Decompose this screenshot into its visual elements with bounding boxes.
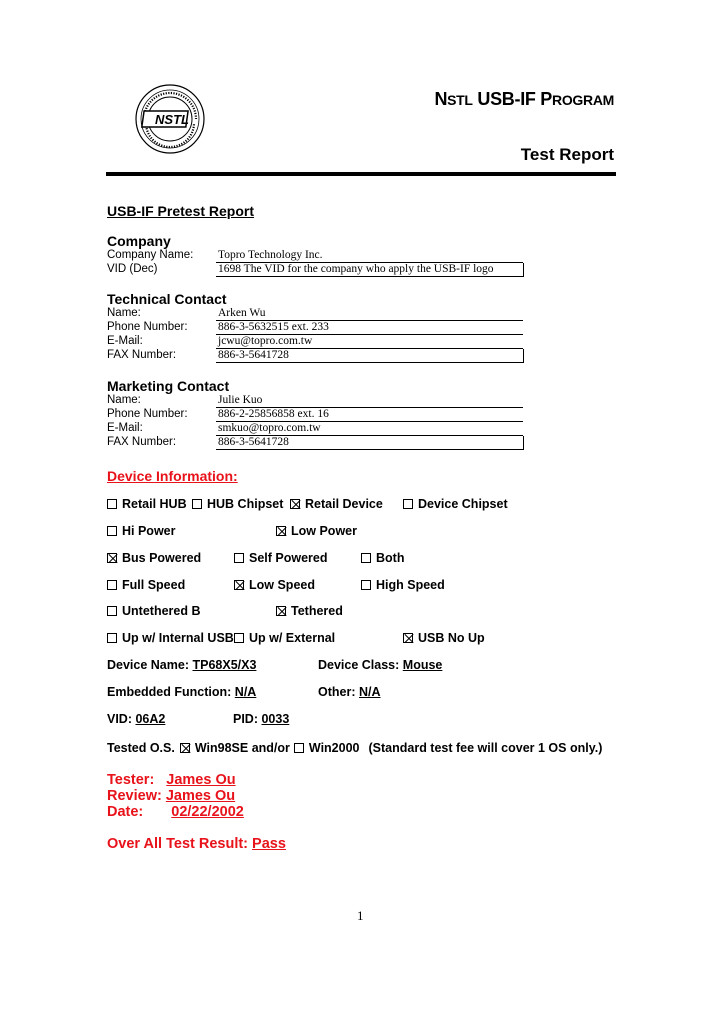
embedded-function-row: Embedded Function: N/A [107,685,257,699]
low-speed-checkbox[interactable] [234,580,244,590]
tester-row: Tester: James Ou [107,772,236,788]
win2000-checkbox[interactable] [294,743,304,753]
up-external-checkbox[interactable] [234,633,244,643]
tethered-option[interactable]: Tethered [276,604,343,618]
device-information-heading: Device Information: [107,468,238,484]
review-value[interactable]: James Ou [165,788,236,804]
untethered-checkbox[interactable] [107,606,117,616]
retail-device-checkbox[interactable] [290,499,300,509]
high-speed-option[interactable]: High Speed [361,578,445,592]
tech-phone-label: Phone Number: [107,321,188,333]
usb-no-up-option[interactable]: USB No Up [403,631,485,645]
overall-result-row: Over All Test Result: Pass [107,836,286,852]
tech-name-field[interactable]: Arken Wu [216,307,523,321]
tech-name-label: Name: [107,307,141,319]
hub-chipset-checkbox[interactable] [192,499,202,509]
low-power-option[interactable]: Low Power [276,524,357,538]
embedded-function-value[interactable]: N/A [234,685,257,699]
high-speed-checkbox[interactable] [361,580,371,590]
bus-powered-checkbox[interactable] [107,553,117,563]
mkt-name-label: Name: [107,394,141,406]
up-internal-option[interactable]: Up w/ Internal USB [107,631,234,645]
svg-text:NSTL: NSTL [155,112,189,127]
company-vid-field[interactable]: 1698 The VID for the company who apply the USB-IF logo [216,263,524,277]
hub-chipset-option[interactable]: HUB Chipset [192,497,283,511]
device-name-row: Device Name: TP68X5/X3 [107,658,257,672]
mkt-email-label: E-Mail: [107,422,143,434]
low-speed-option[interactable]: Low Speed [234,578,315,592]
retail-hub-checkbox[interactable] [107,499,117,509]
other-row: Other: N/A [318,685,381,699]
tech-email-label: E-Mail: [107,335,143,347]
technical-contact-heading: Technical Contact [107,291,227,307]
tech-fax-label: FAX Number: [107,349,177,361]
tethered-checkbox[interactable] [276,606,286,616]
device-chipset-checkbox[interactable] [403,499,413,509]
company-vid-label: VID (Dec) [107,263,158,275]
mkt-email-field[interactable]: smkuo@topro.com.tw [216,422,523,436]
hi-power-checkbox[interactable] [107,526,117,536]
pretest-report-title: USB-IF Pretest Report [107,203,255,219]
up-external-option[interactable]: Up w/ External [234,631,335,645]
tested-os-label: Tested O.S. [107,741,175,755]
page-number: 1 [357,908,364,923]
bus-powered-option[interactable]: Bus Powered [107,551,201,565]
report-title: Test Report [520,145,614,164]
tech-phone-field[interactable]: 886-3-5632515 ext. 233 [216,321,523,335]
mkt-fax-label: FAX Number: [107,436,177,448]
win98se-label: Win98SE and/or [194,741,290,755]
nstl-logo [134,83,206,155]
mkt-phone-label: Phone Number: [107,408,188,420]
device-chipset-option[interactable]: Device Chipset [403,497,508,511]
both-option[interactable]: Both [361,551,404,565]
win2000-label: Win2000 [308,741,360,755]
tested-os-row [107,741,602,755]
usb-no-up-checkbox[interactable] [403,633,413,643]
tech-email-field[interactable]: jcwu@topro.com.tw [216,335,523,349]
company-name-field[interactable]: Topro Technology Inc. [216,249,523,263]
os-fee-note: (Standard test fee will cover 1 OS only.) [368,741,603,755]
win98se-checkbox[interactable] [180,743,190,753]
self-powered-option[interactable]: Self Powered [234,551,328,565]
tester-value[interactable]: James Ou [166,772,236,788]
header-rule [106,172,616,176]
date-row: Date: 02/22/2002 [107,804,244,820]
tech-fax-field[interactable]: 886-3-5641728 [216,349,524,363]
company-name-label: Company Name: [107,249,194,261]
full-speed-checkbox[interactable] [107,580,117,590]
low-power-checkbox[interactable] [276,526,286,536]
both-checkbox[interactable] [361,553,371,563]
mkt-fax-field[interactable]: 886-3-5641728 [216,436,524,450]
pid-value[interactable]: 0033 [261,712,290,726]
company-heading: Company [107,233,171,249]
other-value[interactable]: N/A [358,685,381,699]
untethered-option[interactable]: Untethered B [107,604,200,618]
review-row: Review: James Ou [107,788,236,804]
up-internal-checkbox[interactable] [107,633,117,643]
retail-device-option[interactable]: Retail Device [290,497,383,511]
hi-power-option[interactable]: Hi Power [107,524,176,538]
mkt-name-field[interactable]: Julie Kuo [216,394,523,408]
device-name-value[interactable]: TP68X5/X3 [192,658,257,672]
retail-hub-option[interactable]: Retail HUB [107,497,187,511]
vid-value[interactable]: 06A2 [135,712,166,726]
mkt-phone-field[interactable]: 886-2-25856858 ext. 16 [216,408,523,422]
device-class-row: Device Class: Mouse [318,658,443,672]
self-powered-checkbox[interactable] [234,553,244,563]
marketing-contact-heading: Marketing Contact [107,378,230,394]
date-value[interactable]: 02/22/2002 [171,804,244,820]
overall-result-value[interactable]: Pass [252,836,286,852]
program-title: NSTL USB-IF PROGRAM [434,89,614,109]
device-class-value[interactable]: Mouse [402,658,443,672]
pid-row: PID: 0033 [233,712,290,726]
full-speed-option[interactable]: Full Speed [107,578,185,592]
vid-row: VID: 06A2 [107,712,166,726]
